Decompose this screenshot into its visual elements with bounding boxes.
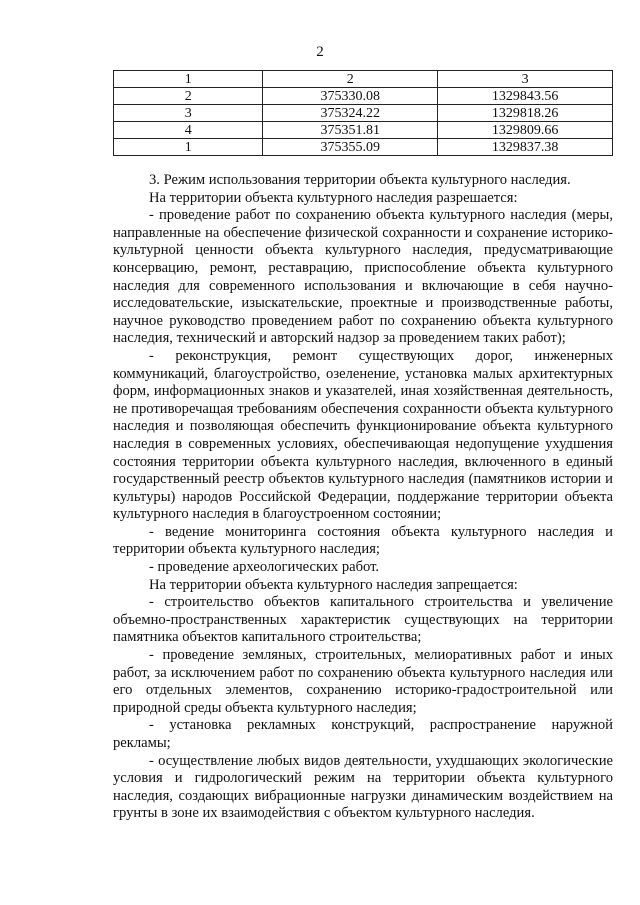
- table-cell-point: 4: [114, 122, 263, 139]
- table-cell-point: 3: [114, 105, 263, 122]
- table-row: [114, 105, 613, 122]
- table-row: [114, 139, 613, 156]
- table-header-row: [114, 71, 613, 88]
- permitted-item: - проведение археологических работ.: [149, 559, 380, 576]
- table-cell-y: 1329818.26: [438, 105, 613, 122]
- table-header-cell: 3: [438, 71, 613, 88]
- table-cell-x: 375324.22: [263, 105, 438, 122]
- table-row: [114, 122, 613, 139]
- permitted-item: - проведение работ по сохранению объекта культурного наследия (меры, направленные на обеспечение физической сохранности и сохранение историко-культурной ценности объекта культурного наследия, предусматривающие консервацию, ремонт, реставрацию, приспособление объекта культурного наследия для современного использования и включающие в себя научно-исследовательские, изыскательские, проектные и производственные работы, научное руководство проведением работ по сохранению объекта культурного наследия, технический и авторский надзор за проведением таких работ);: [113, 207, 613, 347]
- table-cell-y: 1329809.66: [438, 122, 613, 139]
- table-cell-x: 375355.09: [263, 139, 438, 156]
- prohibited-intro: На территории объекта культурного наследия запрещается:: [149, 576, 518, 593]
- table-row: [114, 88, 613, 105]
- coordinates-table: [113, 70, 613, 156]
- prohibited-item: - установка рекламных конструкций, распространение наружной рекламы;: [113, 717, 613, 751]
- permitted-item: - реконструкция, ремонт существующих дорог, инженерных коммуникаций, благоустройство, озеленение, установка малых архитектурных форм, информационных знаков и указателей, иная хозяйственная деятельность, не противоречащая требованиям обеспечения сохранности объекта культурного наследия и позволяющая обеспечить функционирование объекта культурного наследия в современных условиях, обеспечивающая недопущение ухудшения состояния территории объекта культурного наследия, включенного в единый государственный реестр объектов культурного наследия (памятников истории и культуры) народов Российской Федерации, поддержание территории объекта культурного наследия в благоустроенном состоянии;: [113, 347, 613, 523]
- table-cell-y: 1329837.38: [438, 139, 613, 156]
- table-cell-x: 375351.81: [263, 122, 438, 139]
- permitted-item: - ведение мониторинга состояния объекта культурного наследия и территории объекта культурного наследия;: [113, 523, 613, 558]
- table-header-cell: 2: [263, 71, 438, 88]
- table-cell-point: 2: [114, 88, 263, 105]
- section-title: 3. Режим использования территории объекта культурного наследия.: [149, 172, 571, 188]
- prohibited-item: - проведение земляных, строительных, мелиоративных работ и иных работ, за исключением работ по сохранению объекта культурного наследия или его отдельных элементов, сохранению историко-градостроительной или природной среды объекта культурного наследия;: [113, 647, 613, 716]
- permitted-intro: На территории объекта культурного наследия разрешается:: [149, 189, 518, 206]
- page-number: 2: [316, 44, 324, 60]
- table-cell-y: 1329843.56: [438, 88, 613, 105]
- table-cell-x: 375330.08: [263, 88, 438, 105]
- document-body: [113, 172, 613, 823]
- prohibited-item: - осуществление любых видов деятельности, ухудшающих экологические условия и гидрологический режим на территории объекта культурного наследия, создающих вибрационные нагрузки динамическим воздействием на грунты в зоне их взаимодействия с объектом культурного наследия.: [113, 752, 613, 822]
- table-cell-point: 1: [114, 139, 263, 156]
- prohibited-item: - строительство объектов капитального строительства и увеличение объемно-пространственных характеристик существующих на территории памятника объектов капитального строительства;: [113, 594, 613, 646]
- table-header-cell: 1: [114, 71, 263, 88]
